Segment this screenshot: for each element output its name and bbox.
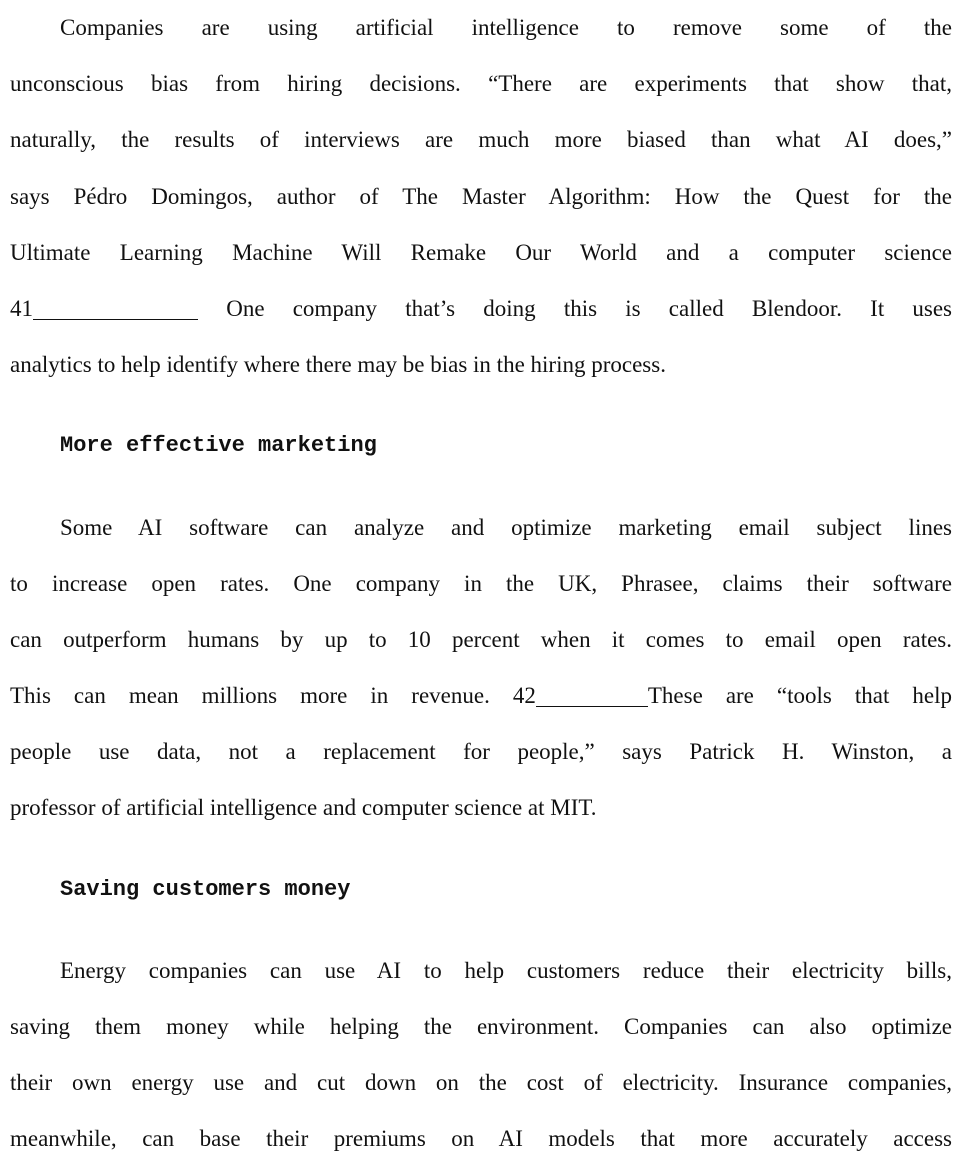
question-number-42: 42 (512, 683, 536, 709)
text-line: saving them money while helping the environment. Companies can also optimize (10, 1014, 952, 1039)
spacer (10, 475, 952, 500)
line-text: This can mean millions more in revenue. (10, 683, 490, 709)
line-text: These are “tools that help (647, 683, 952, 709)
answer-blank-41[interactable] (33, 296, 198, 320)
paragraph-hiring-bias (10, 0, 952, 393)
text-line (10, 500, 952, 556)
section-heading-marketing: More effective marketing (60, 433, 377, 459)
text-line: their own energy use and cut down on the cost of electricity. Insurance companies, (10, 1070, 952, 1096)
text-line (10, 0, 952, 56)
text-line (10, 943, 952, 999)
text-line: professor of artificial intelligence and computer science at MIT. (10, 795, 597, 821)
question-number-41: 41 (10, 295, 33, 321)
line-text: Companies are using artificial intelligence to remove some of the (60, 15, 952, 40)
line-text: Some AI software can analyze and optimize marketing email subject lines (60, 514, 952, 540)
text-line: analytics to help identify where there may be bias in the hiring process. (10, 352, 666, 378)
text-line: meanwhile, can base their premiums on AI models that more accurately access (10, 1126, 952, 1152)
text-line: naturally, the results of interviews are much more biased than what AI does,” (10, 127, 952, 153)
text-line: unconscious bias from hiring decisions. “There are experiments that show that, (10, 71, 952, 97)
document-page (10, 0, 952, 1168)
line-text: One company that’s doing this is called Blendoor. It uses (226, 295, 953, 321)
paragraph-saving-money (10, 943, 952, 1168)
paragraph-marketing (10, 500, 952, 837)
text-line: says Pédro Domingos, author of The Master Algorithm: How the Quest for the (10, 183, 952, 209)
text-line-blank-41 (10, 281, 952, 337)
text-line: people use data, not a replacement for people,” says Patrick H. Winston, a (10, 739, 952, 765)
section-heading-saving: Saving customers money (60, 876, 351, 902)
spacer (10, 837, 952, 862)
spacer (10, 393, 952, 418)
text-line: Ultimate Learning Machine Will Remake Our World and a computer science (10, 239, 952, 265)
text-line: can outperform humans by up to 10 percent when it comes to email open rates. (10, 626, 952, 652)
text-line-blank-42 (10, 668, 952, 724)
line-text: Energy companies can use AI to help customers reduce their electricity bills, (60, 957, 952, 983)
spacer (10, 918, 952, 943)
text-line: to increase open rates. One company in the UK, Phrasee, claims their software (10, 570, 952, 596)
answer-blank-42[interactable] (536, 683, 648, 707)
